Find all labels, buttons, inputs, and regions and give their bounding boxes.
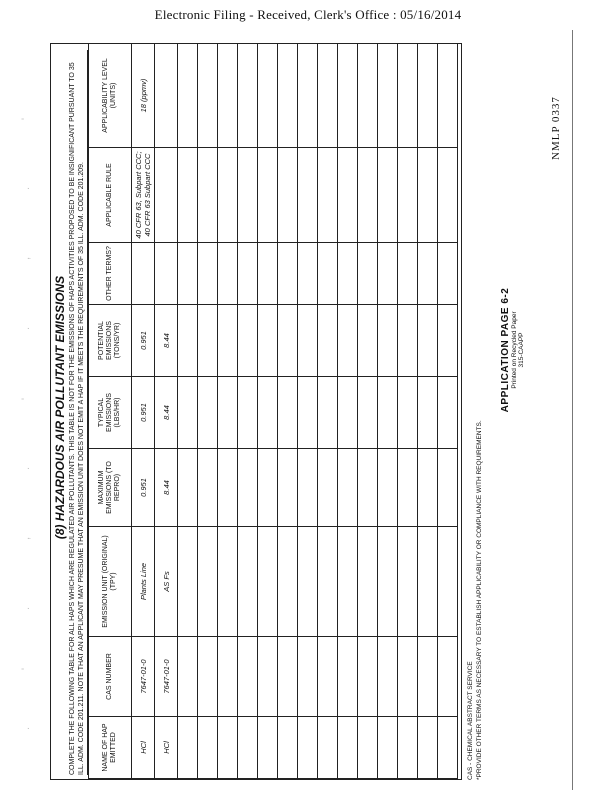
table-row-blank xyxy=(178,44,198,779)
scan-noise-row: . ' . , . ' . , . ' xyxy=(20,117,32,730)
table-cell: Plants Line xyxy=(132,527,155,637)
footnote-cas: CAS - CHEMICAL ABSTRACT SERVICE xyxy=(467,661,474,780)
table-cell: 0.951 xyxy=(132,377,155,449)
application-page-title: APPLICATION PAGE 6-2 xyxy=(500,287,511,413)
rotated-form-page xyxy=(20,30,580,790)
table-cell: 0.951 xyxy=(132,449,155,527)
table-cell xyxy=(155,148,178,243)
table-row-blank xyxy=(198,44,218,779)
table-header-row xyxy=(89,44,132,779)
form-code: 315-CAAPP xyxy=(518,332,525,368)
footnote-other-terms: *PROVIDE OTHER TERMS AS NECESSARY TO ESTABLISH APPLICABILITY OR COMPLIANCE WITH REQUIREMENTS. xyxy=(476,420,483,780)
table-cell: 40 CFR 63, Subpart CCC; 40 CFR 63 Subpart CCC xyxy=(132,148,155,243)
column-header-other-terms: OTHER TERMS? xyxy=(89,243,132,305)
page-edge-rule xyxy=(572,30,573,790)
table-row-blank xyxy=(298,44,318,779)
footnotes xyxy=(466,45,484,780)
table-cell: 7647-01-0 xyxy=(132,637,155,717)
table-row-blank xyxy=(358,44,378,779)
hap-emissions-table xyxy=(88,43,458,779)
section-title: (8) HAZARDOUS AIR POLLUTANT EMISSIONS xyxy=(53,275,67,540)
table-cell: AS Fs xyxy=(155,527,178,637)
table-row-blank xyxy=(218,44,238,779)
table-cell xyxy=(155,44,178,148)
table-row-blank xyxy=(258,44,278,779)
table-row-blank xyxy=(398,44,418,779)
table-cell xyxy=(132,243,155,305)
electronic-filing-header: Electronic Filing - Received, Clerk's Office : 05/16/2014 xyxy=(154,7,462,22)
table-row xyxy=(155,44,178,779)
table-cell: 18 (ppmv) xyxy=(132,44,155,148)
table-cell: HCl xyxy=(155,717,178,779)
form-header-block xyxy=(53,50,88,775)
table-cell: 8.44 xyxy=(155,449,178,527)
table-row-blank xyxy=(378,44,398,779)
bates-number: NMLP 0337 xyxy=(550,96,562,160)
hap-emissions-form xyxy=(50,43,462,780)
table-cell: 0.951 xyxy=(132,305,155,377)
table-row-blank xyxy=(238,44,258,779)
instructions-text: COMPLETE THE FOLLOWING TABLE FOR ALL HAPS WHICH ARE REGULATED AIR POLLUTANTS. THIS TABLE IS NOT FOR THE EMISSIONS OF HAPS ACTIVITIES PROPOSED TO BE INSIGNIFICANT PURSUANT TO 35 ILL. ADM. CODE 201.211. NOTE THAT AN APPLICANT MAY PRESUME THAT AN EMISSION UNIT DOES NOT EMIT A HAP IF IT MEETS THE REQUIREMENTS OF 35 ILL. ADM. CODE 201.209. xyxy=(69,62,85,775)
table-row-blank xyxy=(438,44,458,779)
column-header-potential-emissions: POTENTIAL EMISSIONS (TONS/YR) xyxy=(89,305,132,377)
column-header-maximum-emissions: MAXIMUM EMISSIONS (TO REPRO) xyxy=(89,449,132,527)
column-header-hap-name: NAME OF HAP EMITTED xyxy=(89,717,132,779)
table-row-blank xyxy=(418,44,438,779)
column-header-cas-number: CAS NUMBER xyxy=(89,637,132,717)
table-cell: 7647-01-0 xyxy=(155,637,178,717)
table-row-blank xyxy=(278,44,298,779)
column-header-typical-emissions: TYPICAL EMISSIONS (LBS/HR) xyxy=(89,377,132,449)
table-row xyxy=(132,44,155,779)
table-row-blank xyxy=(318,44,338,779)
application-page-footer xyxy=(500,230,525,470)
table-cell: HCl xyxy=(132,717,155,779)
table-cell: 8.44 xyxy=(155,377,178,449)
recycled-paper-note: Printed on Recycled Paper xyxy=(511,311,518,389)
table-row-blank xyxy=(338,44,358,779)
column-header-applicability-level: APPLICABILITY LEVEL (UNITS) xyxy=(89,44,132,148)
column-header-applicable-rule: APPLICABLE RULE xyxy=(89,148,132,243)
table-cell: 8.44 xyxy=(155,305,178,377)
table-cell xyxy=(155,243,178,305)
column-header-emission-unit: EMISSION UNIT (ORIGINAL) (TPY) xyxy=(89,527,132,637)
